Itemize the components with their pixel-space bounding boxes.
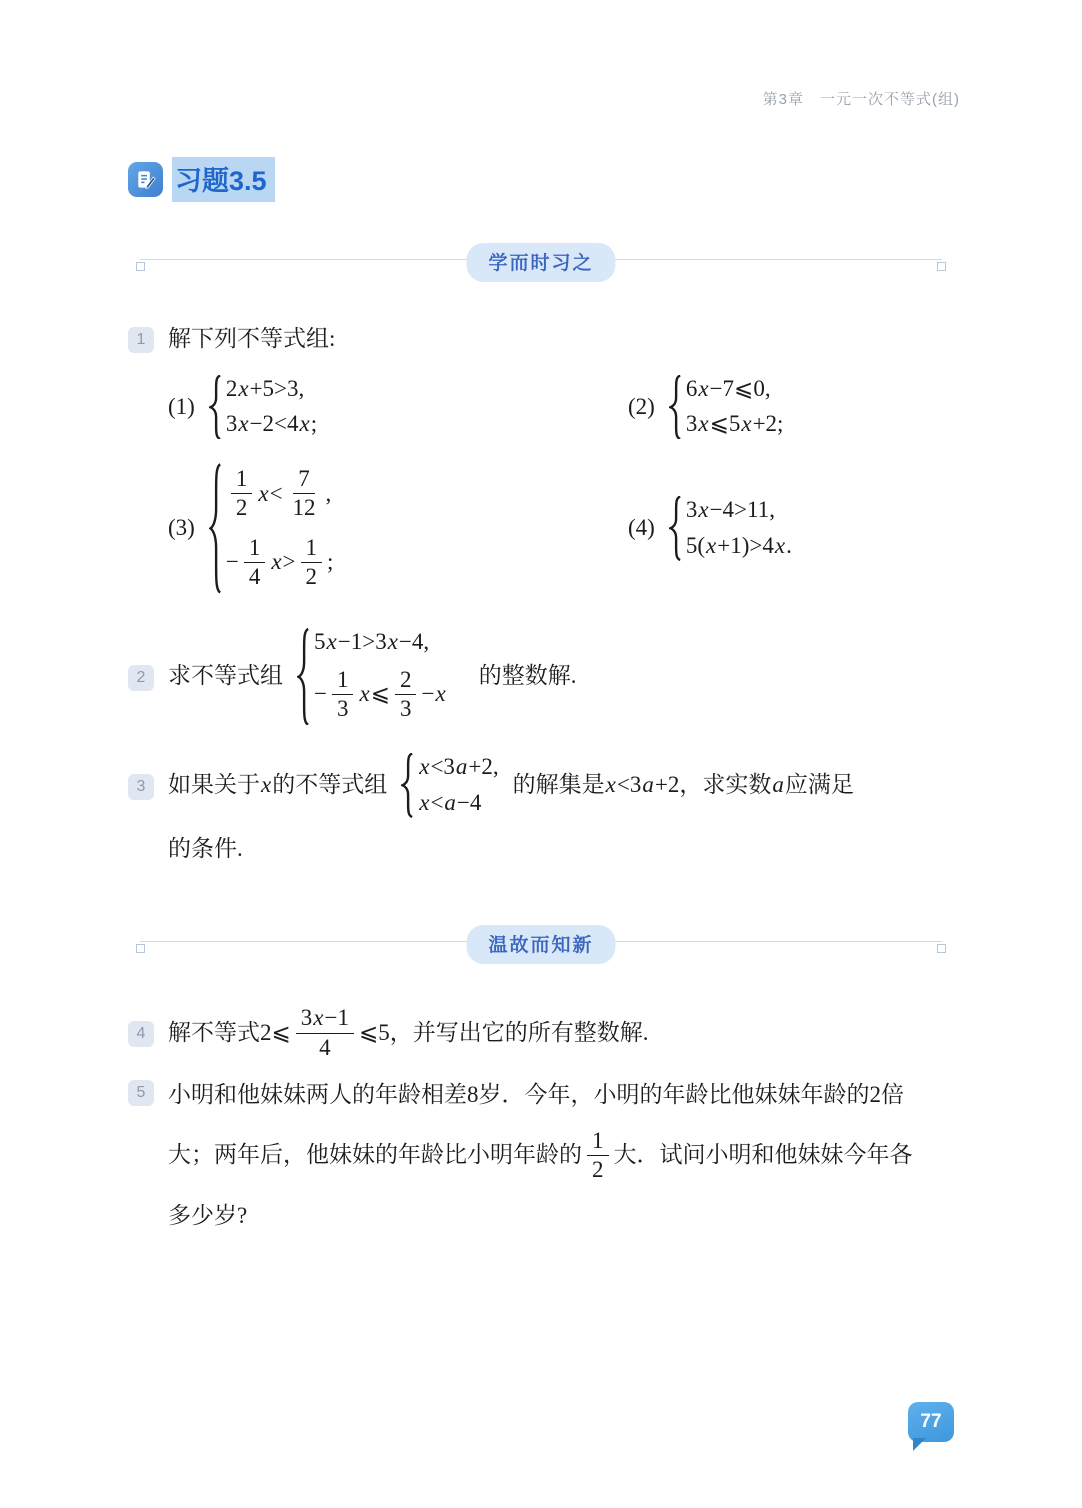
exercise-title-row: [128, 157, 1082, 202]
problem-5-number: 5: [128, 1080, 154, 1106]
problem-3-post: 的解集是x<3a+2，求实数a应满足: [512, 772, 854, 798]
page-number: 77: [920, 1411, 942, 1432]
inequality-system-2: 6 x −7⩽0, 3 x ⩽5 x +2;: [669, 375, 784, 440]
page-number-bubble: [908, 1402, 954, 1442]
section-divider-1: [136, 242, 946, 278]
worksheet-pencil-icon: [128, 162, 163, 197]
subitem-4-label: (4): [628, 515, 655, 541]
problem-1-subitems: [168, 375, 972, 594]
chapter-header: 第3章 一元一次不等式(组): [762, 91, 960, 108]
problem-5: [128, 1078, 972, 1245]
problem-5-text: [168, 1078, 913, 1245]
problem-3-number: 3: [128, 774, 154, 800]
problem-3-line2: 的条件.: [168, 835, 243, 861]
problem-2: [128, 628, 972, 726]
problem-3-pre: 如果关于x的不等式组: [168, 772, 388, 798]
divider-corner-left: [136, 944, 145, 953]
divider-corner-left: [136, 262, 145, 271]
subitem-2: [628, 375, 972, 440]
section-divider-2: [136, 924, 946, 960]
subitem-1-label: (1): [168, 393, 195, 419]
problem-5-line2: 大；两年后，他妹妹的年龄比小明年龄的 $\frac{1}{2}$ 大．试问小明和他妹妹今年各: [168, 1127, 913, 1183]
problem-2-post: 的整数解.: [478, 663, 577, 689]
problem-2-pre: 求不等式组: [168, 663, 283, 689]
section-badge-review: 温故而知新: [466, 925, 615, 964]
problem-2-number: 2: [128, 665, 154, 691]
subitem-3: [168, 463, 628, 594]
problem-3: [128, 753, 972, 866]
exercise-title: 习题3.5: [172, 157, 275, 202]
problem-4-text: 解不等式2⩽ 3 x −1 4 ⩽5，并写出它的所有整数解.: [168, 1005, 649, 1060]
problem-1-text: 解下列不等式组:: [168, 326, 336, 351]
subitem-1: [168, 375, 628, 440]
inequality-system-5: 5 x −1>3 x −4, − $\frac{1}{3}$ x ⩽ $\frac{2}{3}$ − x: [297, 628, 447, 726]
problem-1: [128, 322, 972, 594]
inequality-system-3: $\frac{1}{2}$ x < $\frac{7}{12}$ , − $\frac{1}{4}$ x > $\frac{1}{2}$ ;: [209, 463, 334, 594]
problem-4-number: 4: [128, 1021, 154, 1047]
problem-5-line1: 小明和他妹妹两人的年龄相差8岁．今年，小明的年龄比他妹妹年龄的2倍: [168, 1082, 904, 1108]
divider-corner-right: [937, 262, 946, 271]
problem-1-number: 1: [128, 327, 154, 353]
problem-4: [128, 1002, 972, 1064]
divider-corner-right: [937, 944, 946, 953]
subitem-3-label: (3): [168, 515, 195, 541]
subitem-4: [628, 496, 972, 561]
subitem-2-label: (2): [628, 393, 655, 419]
inequality-system-6: x <3 a +2, x < a −4: [401, 753, 498, 818]
inequality-system-4: 3 x −4>11, 5( x +1)>4 x .: [669, 496, 792, 561]
problem-5-line3: 多少岁?: [168, 1202, 248, 1228]
section-badge-practice: 学而时习之: [466, 243, 615, 282]
inequality-system-1: 2 x +5>3, 3 x −2<4 x ;: [209, 375, 317, 440]
